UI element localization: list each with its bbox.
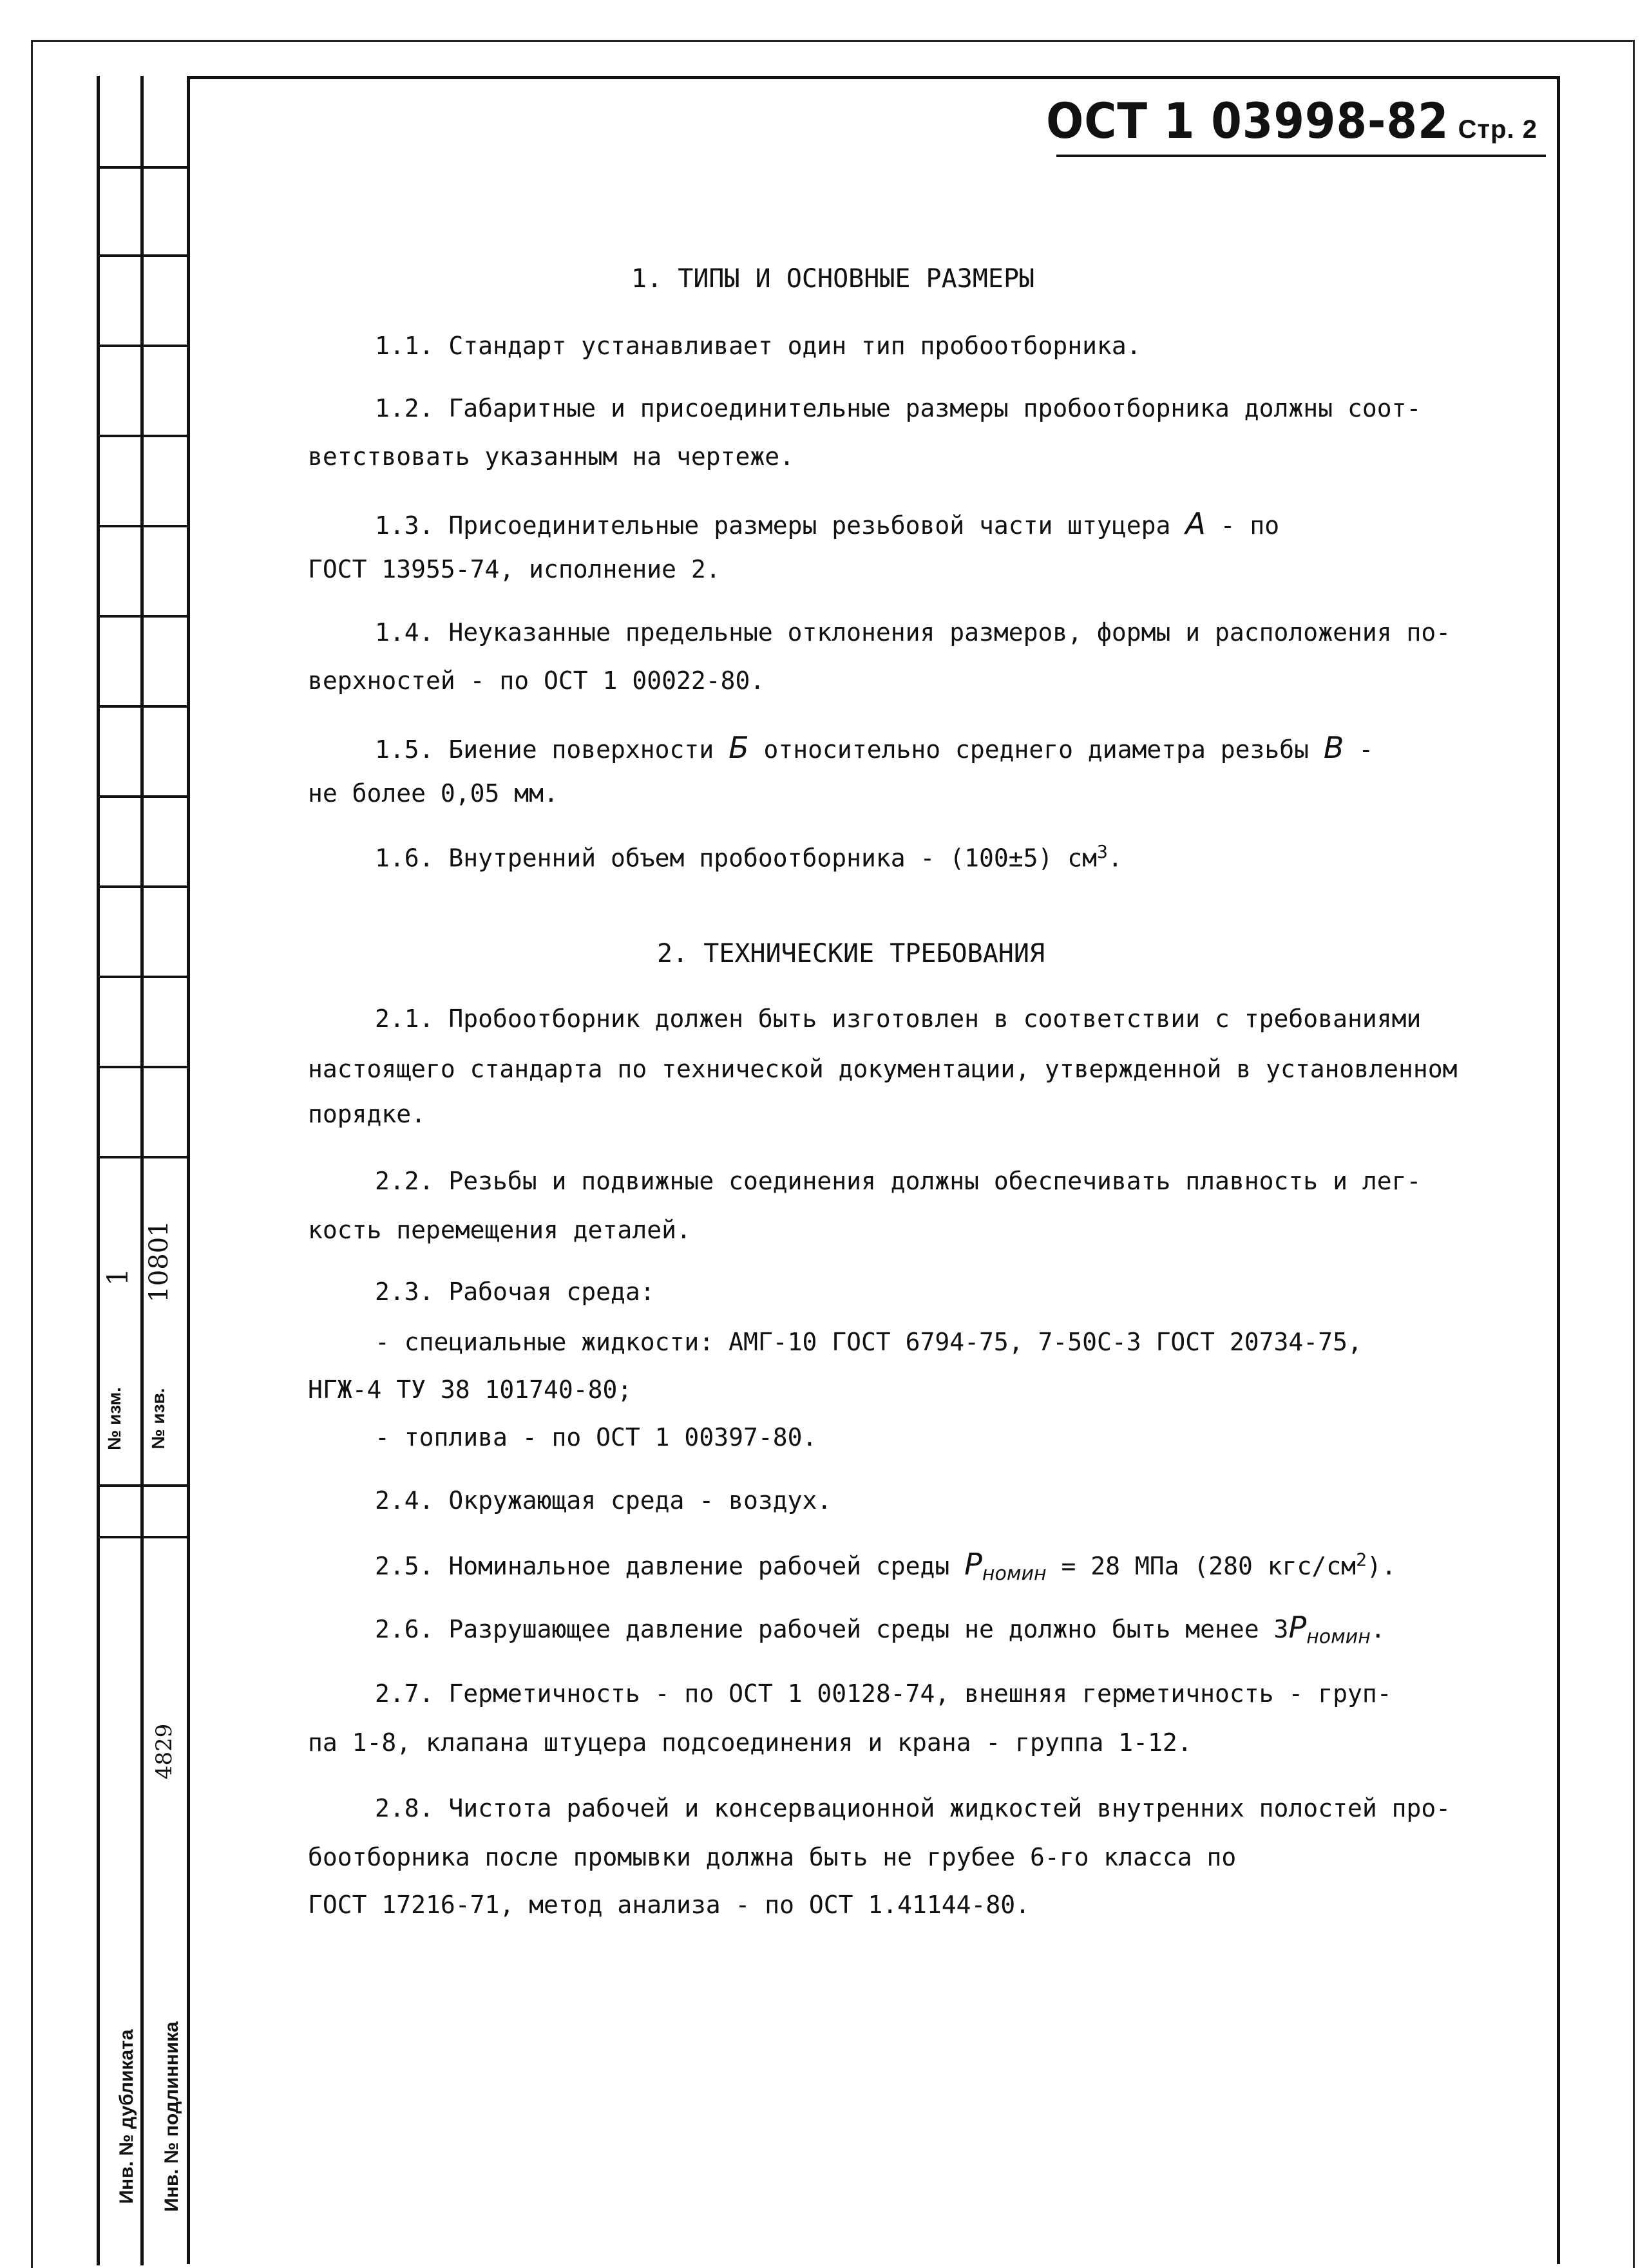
paragraph-2-2-line2: кость перемещения деталей. bbox=[308, 1216, 691, 1244]
paragraph-1-5-text: 1.5. Биение поверхности bbox=[375, 735, 714, 764]
duplicate-inventory-label: Инв. № дубликата bbox=[116, 2029, 137, 2204]
paragraph-2-2-line1: 2.2. Резьбы и подвижные соединения должны обеспечивать плавность и лег- bbox=[375, 1167, 1422, 1195]
margin-divider bbox=[97, 254, 187, 257]
paragraph-2-6 bbox=[375, 1610, 1385, 1649]
paragraph-2-3-item1-cont: НГЖ-4 ТУ 38 101740-80; bbox=[308, 1375, 633, 1404]
paragraph-2-5 bbox=[375, 1547, 1396, 1586]
notice-number-value: 10801 bbox=[144, 1220, 174, 1303]
margin-column-right bbox=[140, 76, 144, 2265]
paragraph-1-3-tail: - по bbox=[1220, 511, 1280, 540]
section-2-title: 2. ТЕХНИЧЕСКИЕ ТРЕБОВАНИЯ bbox=[657, 939, 1045, 969]
margin-divider bbox=[97, 615, 187, 618]
change-number-value: 1 bbox=[102, 1268, 135, 1286]
paragraph-2-8-line1: 2.8. Чистота рабочей и консервационной жидкостей внутренних полостей про- bbox=[375, 1794, 1451, 1822]
standard-code: ОСТ 1 03998-82 bbox=[1046, 92, 1449, 149]
symbol-a: А bbox=[1185, 506, 1206, 541]
change-number-label: № изм. bbox=[104, 1387, 124, 1450]
paragraph-1-5-mid: относительно среднего диаметра резьбы bbox=[763, 735, 1309, 764]
superscript-2: 2 bbox=[1356, 1549, 1367, 1571]
paragraph-1-5-dash: - bbox=[1358, 735, 1374, 764]
subscript-nomin: номин bbox=[1306, 1625, 1371, 1649]
subscript-nomin: номин bbox=[982, 1562, 1047, 1585]
paragraph-1-6-end: . bbox=[1107, 844, 1123, 873]
page-label: Стр. 2 bbox=[1458, 115, 1538, 144]
margin-divider bbox=[97, 435, 187, 437]
margin-divider bbox=[97, 525, 187, 527]
paragraph-1-2-line1: 1.2. Габаритные и присоединительные размеры пробоотборника должны соот- bbox=[375, 394, 1422, 422]
paragraph-2-4: 2.4. Окружающая среда - воздух. bbox=[375, 1486, 832, 1515]
margin-divider bbox=[97, 1536, 187, 1538]
margin-divider bbox=[97, 795, 187, 798]
header-rule bbox=[1056, 155, 1546, 157]
superscript-3: 3 bbox=[1097, 841, 1108, 862]
paragraph-2-3-item1: - специальные жидкости: АМГ-10 ГОСТ 6794-75, 7-50С-3 ГОСТ 20734-75, bbox=[375, 1328, 1362, 1356]
margin-divider bbox=[97, 166, 187, 169]
paragraph-2-1-line1: 2.1. Пробоотборник должен быть изготовлен в соответствии с требованиями bbox=[375, 1005, 1422, 1033]
paragraph-1-4-line1: 1.4. Неуказанные предельные отклонения размеров, формы и расположения по- bbox=[375, 618, 1451, 647]
paragraph-1-6-text: 1.6. Внутренний объем пробоотборника - (100±5) см bbox=[375, 844, 1098, 873]
paragraph-2-6-text: 2.6. Разрушающее давление рабочей среды не должно быть менее 3 bbox=[375, 1615, 1289, 1643]
paragraph-1-5-line2: не более 0,05 мм. bbox=[308, 779, 558, 808]
paragraph-1-4-line2: верхностей - по ОСТ 1 00022-80. bbox=[308, 666, 765, 695]
paragraph-2-5-end: ). bbox=[1366, 1552, 1396, 1580]
paragraph-2-8-line3: ГОСТ 17216-71, метод анализа - по ОСТ 1.41144-80. bbox=[308, 1891, 1031, 1919]
paragraph-2-8-line2: боотборника после промывки должна быть не грубее 6-го класса по bbox=[308, 1843, 1237, 1871]
document-code bbox=[1046, 92, 1538, 149]
margin-divider bbox=[97, 705, 187, 708]
inventory-number-value: 4829 bbox=[151, 1723, 177, 1780]
paragraph-1-3-text: 1.3. Присоединительные размеры резьбовой части штуцера bbox=[375, 511, 1171, 540]
paragraph-1-2-line2: ветствовать указанным на чертеже. bbox=[308, 442, 794, 471]
paragraph-2-3: 2.3. Рабочая среда: bbox=[375, 1278, 655, 1306]
margin-divider bbox=[97, 976, 187, 978]
paragraph-2-7-line1: 2.7. Герметичность - по ОСТ 1 00128-74, внешняя герметичность - груп- bbox=[375, 1679, 1392, 1708]
paragraph-2-7-line2: па 1-8, клапана штуцера подсоединения и крана - группа 1-12. bbox=[308, 1728, 1192, 1757]
symbol-p: P bbox=[1288, 1610, 1307, 1645]
paragraph-2-3-item2: - топлива - по ОСТ 1 00397-80. bbox=[375, 1423, 817, 1451]
symbol-b: Б bbox=[728, 730, 749, 765]
paragraph-1-1: 1.1. Стандарт устанавливает один тип пробоотборника. bbox=[375, 332, 1141, 360]
section-1-title: 1. ТИПЫ И ОСНОВНЫЕ РАЗМЕРЫ bbox=[631, 264, 1035, 294]
notice-number-label: № изв. bbox=[148, 1388, 168, 1450]
paragraph-1-3-line1 bbox=[375, 506, 1279, 542]
paragraph-2-6-end: . bbox=[1370, 1615, 1385, 1643]
margin-divider bbox=[97, 1484, 187, 1487]
margin-column-left bbox=[97, 76, 100, 2265]
margin-divider bbox=[97, 1156, 187, 1158]
margin-divider bbox=[97, 345, 187, 347]
symbol-v: В bbox=[1323, 730, 1344, 765]
paragraph-1-3-line2: ГОСТ 13955-74, исполнение 2. bbox=[308, 555, 721, 583]
symbol-p: P bbox=[964, 1547, 982, 1582]
margin-divider bbox=[97, 1066, 187, 1068]
margin-divider bbox=[97, 885, 187, 888]
paragraph-2-1-line2: настоящего стандарта по технической документации, утвержденной в установленном bbox=[308, 1055, 1458, 1083]
paragraph-1-5-line1 bbox=[375, 730, 1373, 766]
paragraph-2-5-value: = 28 МПа (280 кгс/см bbox=[1061, 1552, 1357, 1580]
paragraph-2-5-text: 2.5. Номинальное давление рабочей среды bbox=[375, 1552, 950, 1580]
original-inventory-label: Инв. № подлинника bbox=[161, 2021, 182, 2212]
paragraph-1-6 bbox=[375, 841, 1123, 873]
paragraph-2-1-line3: порядке. bbox=[308, 1100, 426, 1128]
